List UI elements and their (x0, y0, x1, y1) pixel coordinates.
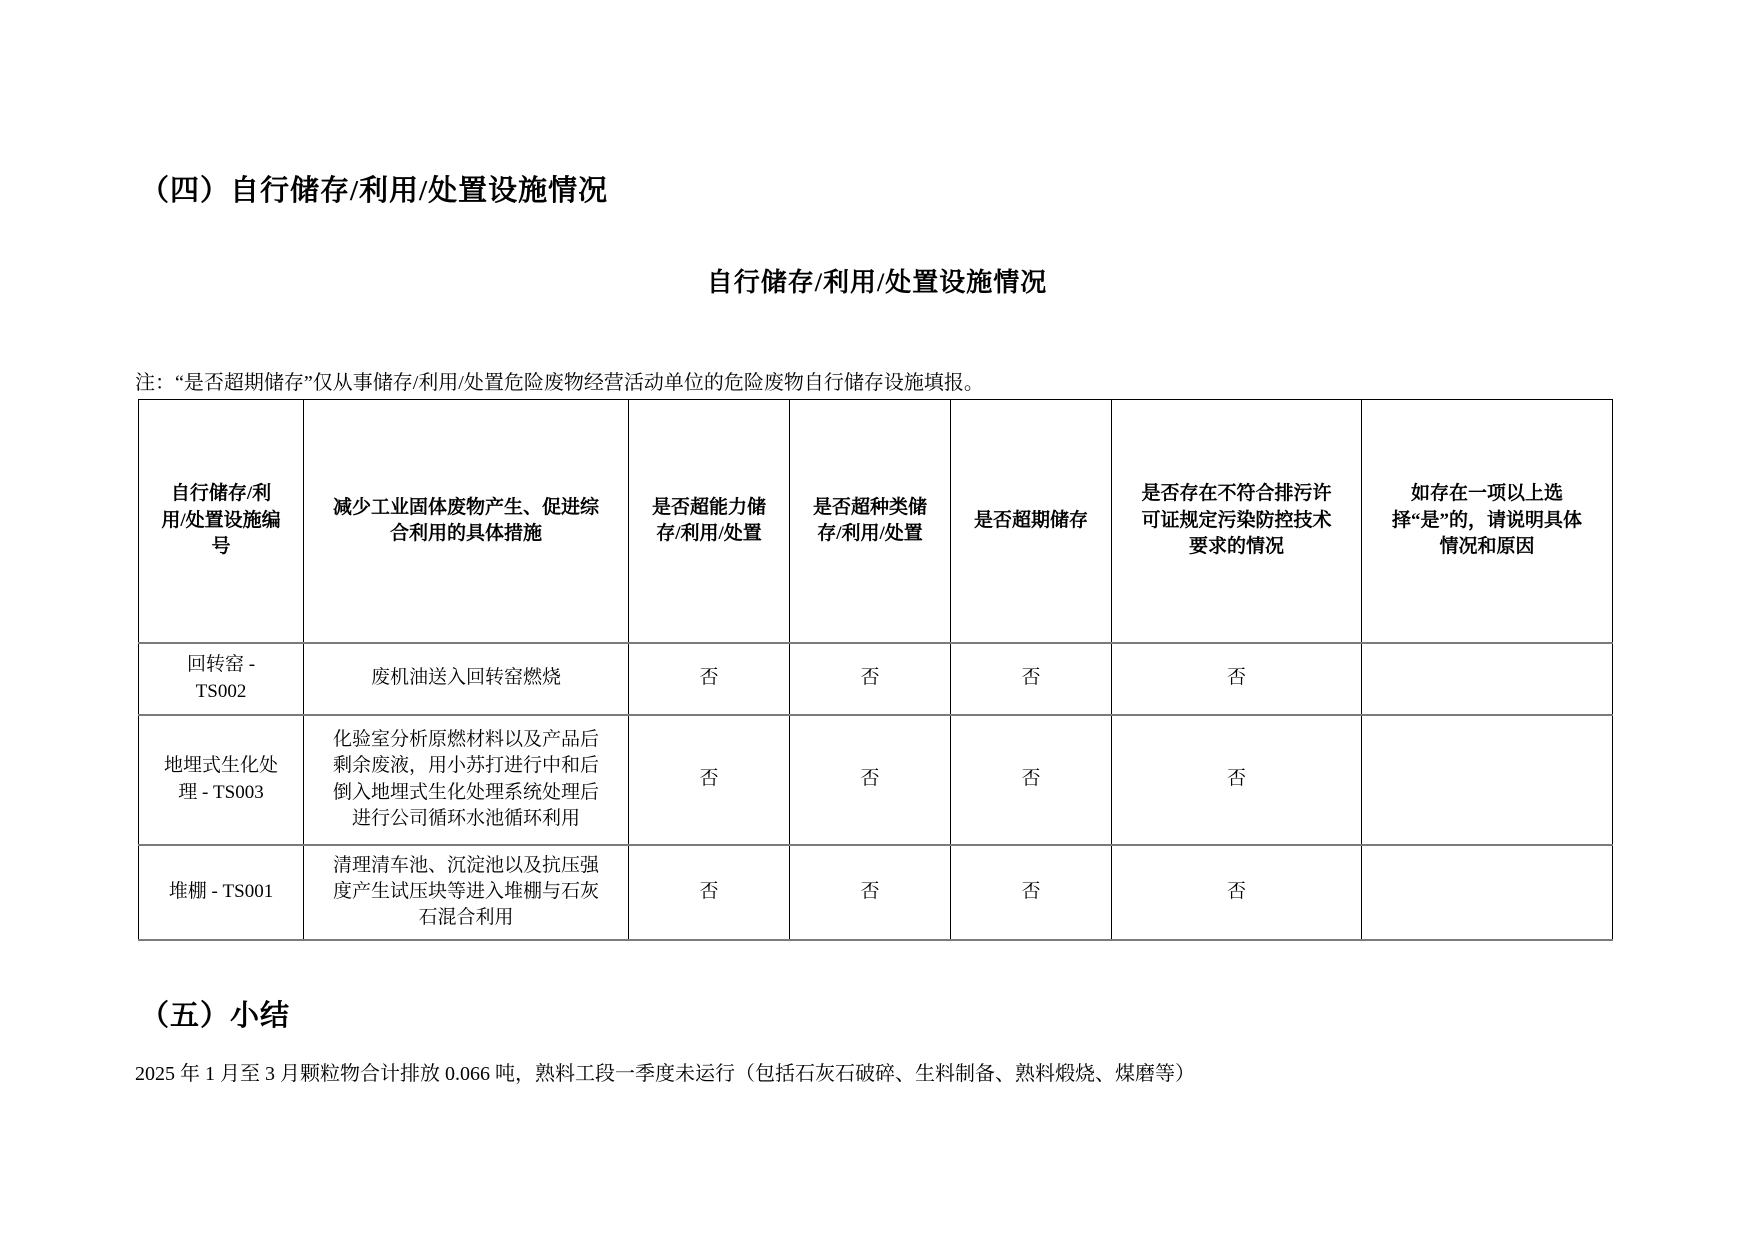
cell-non-compliance: 否 (1112, 845, 1362, 940)
cell-explanation (1362, 715, 1613, 845)
column-header-facility_id: 自行储存/利用/处置设施编号 (139, 400, 304, 643)
table-header-row (139, 400, 1613, 643)
summary-text: 2025 年 1 月至 3 月颗粒物合计排放 0.066 吨，熟料工段一季度未运行（包括石灰石破碎、生料制备、熟料煅烧、煤磨等） (135, 1063, 1195, 1085)
facilities-table-wrapper (138, 399, 1612, 941)
cell-over-type: 否 (790, 643, 951, 715)
cell-over-period: 否 (951, 845, 1112, 940)
facilities-table (138, 399, 1613, 941)
cell-over-capacity: 否 (629, 643, 790, 715)
table-title: 自行储存/利用/处置设施情况 (706, 268, 1048, 297)
column-header-explanation: 如存在一项以上选择“是”的，请说明具体情况和原因 (1362, 400, 1613, 643)
cell-measures: 化验室分析原燃材料以及产品后剩余废液，用小苏打进行中和后倒入地埋式生化处理系统处理后进行公司循环水池循环利用 (304, 715, 629, 845)
table-body (139, 643, 1613, 940)
cell-non-compliance: 否 (1112, 643, 1362, 715)
cell-measures: 废机油送入回转窑燃烧 (304, 643, 629, 715)
column-header-over_capacity: 是否超能力储存/利用/处置 (629, 400, 790, 643)
column-header-over_period: 是否超期储存 (951, 400, 1112, 643)
table-row (139, 715, 1613, 845)
section-heading-four: （四）自行储存/利用/处置设施情况 (140, 175, 609, 207)
cell-over-type: 否 (790, 715, 951, 845)
cell-explanation (1362, 643, 1613, 715)
cell-non-compliance: 否 (1112, 715, 1362, 845)
table-note: 注：“是否超期储存”仅从事储存/利用/处置危险废物经营活动单位的危险废物自行储存设施填报。 (135, 372, 984, 394)
section-heading-five: （五）小结 (140, 1000, 291, 1032)
cell-over-period: 否 (951, 715, 1112, 845)
cell-facility-id: 地埋式生化处理 - TS003 (139, 715, 304, 845)
cell-facility-id: 回转窑 - TS002 (139, 643, 304, 715)
cell-over-period: 否 (951, 643, 1112, 715)
cell-over-capacity: 否 (629, 715, 790, 845)
table-row (139, 643, 1613, 715)
cell-measures: 清理清车池、沉淀池以及抗压强度产生试压块等进入堆棚与石灰石混合利用 (304, 845, 629, 940)
column-header-measures: 减少工业固体废物产生、促进综合利用的具体措施 (304, 400, 629, 643)
column-header-over_type: 是否超种类储存/利用/处置 (790, 400, 951, 643)
cell-over-capacity: 否 (629, 845, 790, 940)
cell-over-type: 否 (790, 845, 951, 940)
column-header-non_compliance: 是否存在不符合排污许可证规定污染防控技术要求的情况 (1112, 400, 1362, 643)
cell-facility-id: 堆棚 - TS001 (139, 845, 304, 940)
cell-explanation (1362, 845, 1613, 940)
table-row (139, 845, 1613, 940)
